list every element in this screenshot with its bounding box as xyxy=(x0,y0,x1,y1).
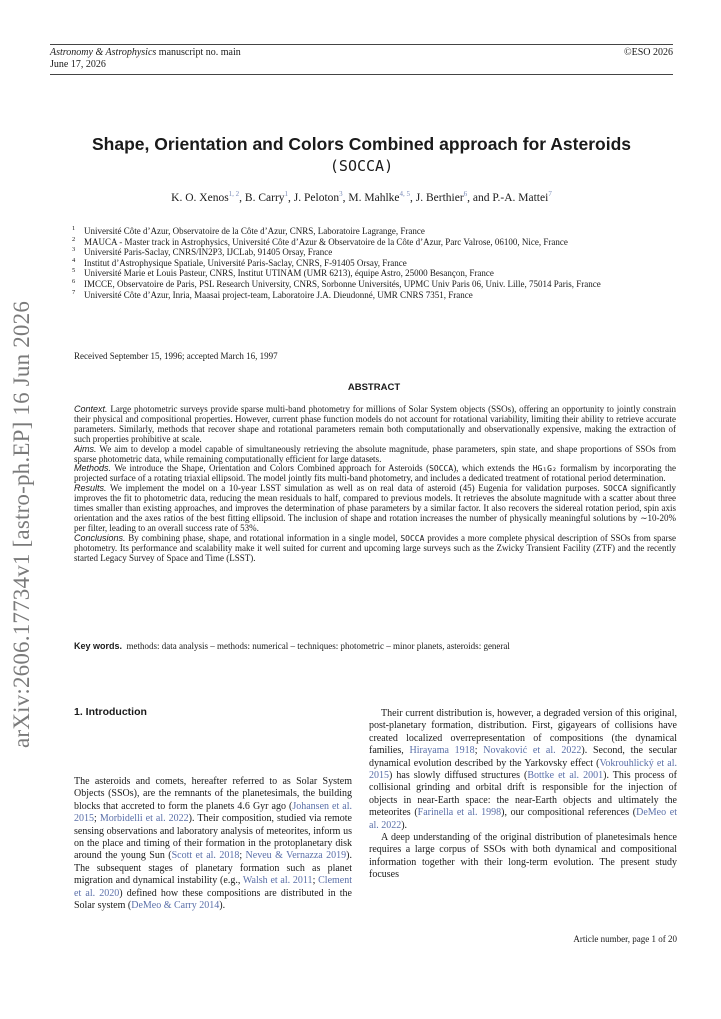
citation-link[interactable]: Clement et al. 2020 xyxy=(74,875,353,899)
affiliation-ref[interactable]: 6 xyxy=(463,190,468,199)
abstract-heading: ABSTRACT xyxy=(347,382,401,393)
affiliation: 2 MAUCA - Master track in Astrophysics, Université Côte d’Azur & Observatoire de la Côte d’Azur, Parc Valrose, 06100, Nice, France xyxy=(72,235,568,247)
abstract-context: Context. Large photometric surveys provide sparse multi-band photometry for millions of Solar System objects (SSOs), offering an opportunity to jointly constrain their physical and compositional properties. However, current phase function models do not account for rotational variability, limiting their ability to retrieve accurate parameters. Similarly, methods that recover shape and rotational parameters remain both computationally and observationally expensive, making the extraction of such properties prohibitive at scale. xyxy=(74,404,676,444)
intro-paragraph: The asteroids and comets, hereafter referred to as Solar System Objects (SSOs), are the remnants of the planetesimals, the building blocks that accreted to form the planets 4.6 Gyr ago (Johansen et al. 2015; Morbidelli et al. 2022). Their composition, studied via remote sensing observations and laboratory analysis of meteorites, inform us on the place and timing of their formation in the protoplanetary disk around the young Sun (Scott et al. 2018; Neveu & Vernazza 2019). The subsequent stages of planetary formation such as planet migration and dynamical instability (e.g., Walsh et al. 2011; Clement et al. 2020) defined how these compositions are distributed in the Solar system (DeMeo & Carry 2014). xyxy=(74,776,353,912)
intro-right-column xyxy=(369,708,677,882)
affiliation: 4 Institut d’Astrophysique Spatiale, Université Paris-Saclay, CNRS, F-91405 Orsay, France xyxy=(72,256,407,268)
running-header xyxy=(50,44,673,75)
affiliation: 5 Université Marie et Louis Pasteur, CNRS, Institut UTINAM (UMR 6213), équipe Astro, 25000 Besançon, France xyxy=(72,267,494,279)
journal-line xyxy=(50,47,241,59)
copyright: ©ESO 2026 xyxy=(624,47,673,58)
author: M. Mahlke$^{4, 5}$, xyxy=(348,190,416,204)
abstract-aims: Aims. We aim to develop a model capable of simultaneously retrieving the absolute magnitude, phase parameters, spin state, and shape proportions of SSOs from sparse photometric data, while remaining computationally efficient for large datasets. xyxy=(74,443,676,464)
affiliation: 3 Université Paris-Saclay, CNRS/IN2P3, IJCLab, 91405 Orsay, France xyxy=(72,246,333,258)
keywords xyxy=(74,641,676,652)
affiliation-ref[interactable]: 1, 2 xyxy=(228,190,240,199)
manuscript-label: manuscript no. main xyxy=(158,47,241,58)
affiliation-list xyxy=(74,226,674,300)
affiliation: 1 Université Côte d’Azur, Observatoire de la Côte d’Azur, CNRS, Laboratoire Lagrange, France xyxy=(72,225,425,236)
affiliation-ref[interactable]: 7 xyxy=(548,190,552,199)
section-heading: 1. Introduction xyxy=(74,706,147,718)
abstract-conclusions: Conclusions. By combining phase, shape, and rotational information in a single model, SOCCA provides a more complete physical description of SSOs from sparse photometry. Its performance and scalability make it well suited for current and upcoming large surveys such as the Zwicky Transient Facility (ZTF) and the recently started Legacy Survey of Space and Time (LSST). xyxy=(74,532,677,563)
author: K. O. Xenos$^{1, 2}$, xyxy=(171,190,245,204)
title-acronym: (SOCCA) xyxy=(329,157,394,175)
author: P.-A. Mattei$^7$ xyxy=(492,190,552,204)
affiliation: 6 IMCCE, Observatoire de Paris, PSL Research University, CNRS, Sorbonne Universités, UPMC Univ Paris 06, Univ. Lille, 75014 Paris, France xyxy=(72,277,601,289)
citation-link[interactable]: Morbidelli et al. 2022 xyxy=(99,813,189,825)
intro-paragraph: A deep understanding of the original distribution of planetesimals hence requires a large corpus of SSOs with both dynamical and compositional information together with their long-term evolution. The present study focuses xyxy=(369,832,677,881)
affiliation-ref[interactable]: 3 xyxy=(339,190,343,199)
citation-link[interactable]: Scott et al. 2018 xyxy=(171,850,240,862)
citation-link[interactable]: Walsh et al. 2011 xyxy=(242,875,313,887)
citation-link[interactable]: Farinella et al. 1998 xyxy=(417,807,502,819)
intro-paragraph: Their current distribution is, however, a degraded version of this original, post-planetary formation, distribution. First, gigayears of collisions have created localized overrepresentation of compositions (the dynamical families, Hirayama 1918; Novaković et al. 2022). Second, the secular dynamical evolution described by the Yarkovsky effect (Vokrouhlický et al. 2015) has slowly diffused structures (Bottke et al. 2001). This process of collisional grinding and orbital drift is responsible for the injection of objects in near-Earth space: the near-Earth objects and ultimately the meteorites (Farinella et al. 1998), our compositional references (DeMeo et al. 2022). xyxy=(369,708,677,831)
affiliation-ref[interactable]: 1 xyxy=(284,190,289,199)
received-dates: Received September 15, 1996; accepted March 16, 1997 xyxy=(74,351,278,361)
citation-link[interactable]: Vokrouhlický et al. 2015 xyxy=(369,757,677,782)
title-main: Shape, Orientation and Colors Combined approach for Asteroids xyxy=(92,134,631,154)
citation-link[interactable]: DeMeo et al. 2022 xyxy=(369,807,677,831)
paper-title xyxy=(50,134,673,177)
author: J. Berthier$^6$, and xyxy=(415,190,493,204)
affiliation-ref[interactable]: 4, 5 xyxy=(399,190,411,199)
arxiv-identifier[interactable]: arXiv:2606.17734v1 [astro-ph.EP] 16 Jun 2026 xyxy=(9,300,34,748)
intro-left-column xyxy=(74,776,352,912)
citation-link[interactable]: DeMeo & Carry 2014 xyxy=(131,900,220,912)
abstract-methods: Methods. We introduce the Shape, Orientation and Colors Combined approach for Asteroids (SOCCA), which extends the HG₁G₂ formalism by incorporating the projected surface of a rotating triaxial ellipsoid. The model jointly fits multi-band photometry, and includes a dedicated treatment of rotational period determination. xyxy=(74,463,677,484)
abstract-body xyxy=(74,405,676,564)
citation-link[interactable]: Neveu & Vernazza 2019 xyxy=(245,850,347,862)
keywords-text: methods: data analysis – methods: numerical – techniques: photometric – minor planets, asteroids: general xyxy=(126,641,510,651)
citation-link[interactable]: Johansen et al. 2015 xyxy=(74,800,353,825)
citation-link[interactable]: Novaković et al. 2022 xyxy=(483,745,582,757)
keywords-label: Key words. xyxy=(74,641,123,651)
author-list xyxy=(50,191,673,206)
page-footer: Article number, page 1 of 20 xyxy=(573,934,677,944)
author: J. Peloton$^3$, xyxy=(293,190,349,204)
header-date: June 17, 2026 xyxy=(50,59,106,70)
abstract-results: Results. We implement the model on a 10-year LSST simulation as well as on real data of asteroid (45) Eugenia for validation purposes. SOCCA significantly improves the fit to photometric data, reducing the mean residuals to half, compared to previous models. It retrieves the absolute magnitude with a scatter about three times smaller than existing approaches, and improves the determination of phase parameters by a similar factor. It also recovers the sidereal rotation period, spin axis orientation and the axes ratios of the best fitting ellipsoid. The inclusion of shape and rotation increases the number of physically meaningful solutions by ∼10-20% per filter, leading to an overall success rate of 53%. xyxy=(74,483,677,533)
author: B. Carry$^1$, xyxy=(244,190,294,204)
citation-link[interactable]: Bottke et al. 2001 xyxy=(527,770,604,782)
affiliation: 7 Université Côte d’Azur, Inria, Maasai project-team, Laboratoire J.A. Dieudonné, UMR CNRS 7351, France xyxy=(72,288,473,300)
citation-link[interactable]: Hirayama 1918 xyxy=(409,745,475,757)
journal-name: Astronomy & Astrophysics xyxy=(50,47,157,58)
